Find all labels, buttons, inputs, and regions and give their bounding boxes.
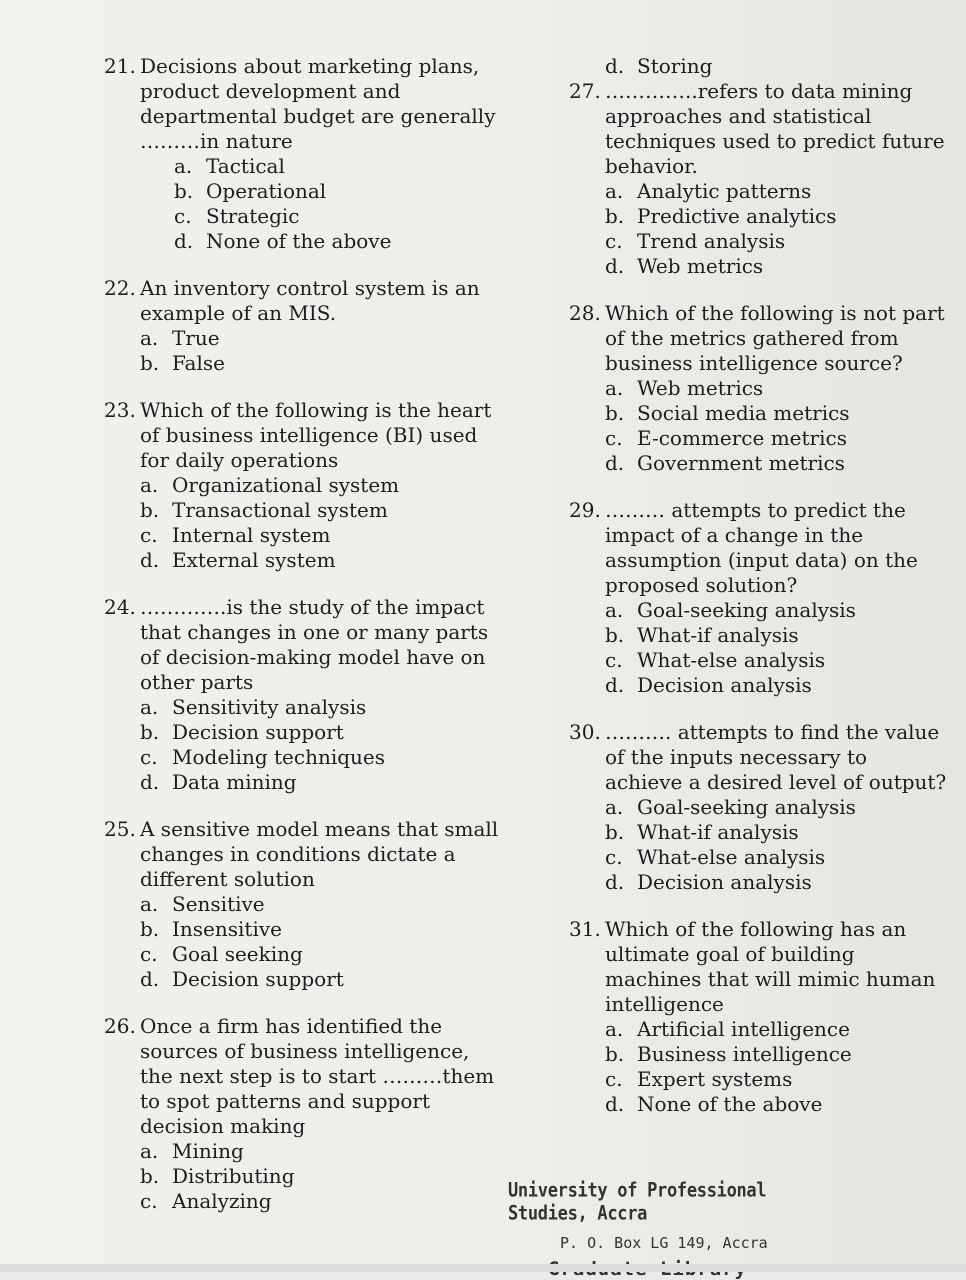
question-30 <box>569 720 949 895</box>
option-text: Web metrics <box>637 254 764 278</box>
option-d <box>569 254 949 279</box>
question-number: 22. <box>104 276 136 300</box>
option-text: Internal system <box>172 523 331 547</box>
option-letter: a. <box>605 1017 624 1041</box>
option-text: Government metrics <box>637 451 845 475</box>
question-text <box>569 720 949 795</box>
options-list <box>104 695 504 795</box>
options-list <box>104 326 504 376</box>
option-b <box>569 401 949 426</box>
option-letter: c. <box>605 845 623 869</box>
option-letter: c. <box>174 204 192 228</box>
option-letter: c. <box>605 229 623 253</box>
option-letter: c. <box>605 1067 623 1091</box>
options-list <box>104 154 504 254</box>
option-text: Goal seeking <box>172 942 303 966</box>
option-c <box>104 745 504 770</box>
question-27 <box>569 79 949 279</box>
question-body: A sensitive model means that small changes in conditions dictate a different solution <box>140 817 499 891</box>
option-text: External system <box>172 548 336 572</box>
option-d <box>104 229 504 254</box>
options-list <box>569 598 949 698</box>
option-text: Social media metrics <box>637 401 850 425</box>
option-a <box>104 326 504 351</box>
option-text: Storing <box>637 54 713 78</box>
question-text <box>104 817 504 892</box>
question-number: 24. <box>104 595 136 619</box>
option-c <box>104 942 504 967</box>
option-c <box>569 426 949 451</box>
options-list <box>104 473 504 573</box>
option-c <box>569 1067 949 1092</box>
question-body: An inventory control system is an example of an MIS. <box>140 276 480 325</box>
option-letter: b. <box>605 1042 625 1066</box>
option-text: Business intelligence <box>637 1042 852 1066</box>
option-letter: a. <box>605 376 624 400</box>
question-number: 26. <box>104 1014 136 1038</box>
option-text: True <box>172 326 220 350</box>
option-text: Modeling techniques <box>172 745 386 769</box>
question-number: 31. <box>569 917 601 941</box>
question-body: …………..refers to data mining approaches and statistical techniques used to predict future behavior. <box>605 79 945 178</box>
option-text: What-if analysis <box>637 820 799 844</box>
option-a <box>104 154 504 179</box>
question-text <box>569 498 949 598</box>
option-text: Goal-seeking analysis <box>637 598 856 622</box>
option-text: Analytic patterns <box>637 179 812 203</box>
options-list <box>569 1017 949 1117</box>
question-number: 29. <box>569 498 601 522</box>
option-text: What-else analysis <box>637 648 826 672</box>
question-number: 28. <box>569 301 601 325</box>
option-d <box>569 451 949 476</box>
question-22 <box>104 276 504 376</box>
option-b <box>104 917 504 942</box>
option-b <box>104 720 504 745</box>
option-letter: d. <box>174 229 194 253</box>
option-d <box>104 770 504 795</box>
question-25 <box>104 817 504 992</box>
options-list <box>104 1139 504 1214</box>
option-letter: d. <box>605 54 625 78</box>
question-body: Which of the following is not part of the metrics gathered from business intelligence source? <box>605 301 945 375</box>
option-letter: b. <box>605 204 625 228</box>
option-text: Decision analysis <box>637 870 812 894</box>
option-text: Expert systems <box>637 1067 793 1091</box>
question-number: 21. <box>104 54 136 78</box>
option-text: What-else analysis <box>637 845 826 869</box>
option-a <box>104 473 504 498</box>
option-letter: c. <box>140 1189 158 1213</box>
option-text: What-if analysis <box>637 623 799 647</box>
right-column <box>569 54 949 1139</box>
question-body: ………. attempts to find the value of the inputs necessary to achieve a desired level of output? <box>605 720 947 794</box>
option-letter: a. <box>140 1139 159 1163</box>
question-body: ……… attempts to predict the impact of a change in the assumption (input data) on the proposed solution? <box>605 498 918 597</box>
option-b <box>569 623 949 648</box>
option-text: Data mining <box>172 770 297 794</box>
option-letter: b. <box>605 623 625 647</box>
option-letter: d. <box>605 673 625 697</box>
question-body: ………….is the study of the impact that changes in one or many parts of decision-making model have on other parts <box>140 595 489 694</box>
left-column <box>104 54 504 1236</box>
option-letter: a. <box>140 892 159 916</box>
question-body: Which of the following is the heart of business intelligence (BI) used for daily operations <box>140 398 492 472</box>
option-b <box>104 179 504 204</box>
option-a <box>104 892 504 917</box>
stamp-address: P. O. Box LG 149, Accra <box>560 1234 768 1252</box>
option-letter: b. <box>140 351 160 375</box>
question-number: 23. <box>104 398 136 422</box>
option-a <box>569 1017 949 1042</box>
options-list <box>569 376 949 476</box>
option-d <box>104 548 504 573</box>
option-text: Analyzing <box>172 1189 272 1213</box>
option-d <box>569 1092 949 1117</box>
question-26 <box>104 1014 504 1214</box>
option-text: Artificial intelligence <box>637 1017 850 1041</box>
question-text <box>104 398 504 473</box>
options-list <box>569 795 949 895</box>
option-d-continued <box>569 54 949 79</box>
option-c <box>569 648 949 673</box>
option-text: False <box>172 351 225 375</box>
option-letter: d. <box>140 967 160 991</box>
option-text: Decision support <box>172 720 344 744</box>
option-text: Operational <box>206 179 327 203</box>
option-text: Strategic <box>206 204 300 228</box>
option-letter: d. <box>605 870 625 894</box>
option-letter: b. <box>605 401 625 425</box>
question-number: 30. <box>569 720 601 744</box>
option-letter: b. <box>140 498 160 522</box>
option-text: None of the above <box>637 1092 823 1116</box>
question-text <box>569 301 949 376</box>
option-text: Sensitivity analysis <box>172 695 367 719</box>
option-letter: c. <box>140 523 158 547</box>
option-text: Decision support <box>172 967 344 991</box>
option-text: Predictive analytics <box>637 204 837 228</box>
question-text <box>104 1014 504 1139</box>
option-letter: c. <box>605 648 623 672</box>
option-text: Goal-seeking analysis <box>637 795 856 819</box>
option-text: Trend analysis <box>637 229 786 253</box>
option-d <box>569 673 949 698</box>
question-text <box>104 276 504 326</box>
option-text: Distributing <box>172 1164 295 1188</box>
option-a <box>569 376 949 401</box>
option-text: Decision analysis <box>637 673 812 697</box>
options-list <box>104 892 504 992</box>
option-a <box>569 598 949 623</box>
option-c <box>569 845 949 870</box>
option-b <box>104 1164 504 1189</box>
question-23 <box>104 398 504 573</box>
question-number: 27. <box>569 79 601 103</box>
option-d <box>104 967 504 992</box>
option-a <box>104 695 504 720</box>
option-text: Insensitive <box>172 917 282 941</box>
option-text: Sensitive <box>172 892 265 916</box>
option-letter: a. <box>140 326 159 350</box>
option-c <box>569 229 949 254</box>
option-letter: c. <box>605 426 623 450</box>
question-text <box>569 917 949 1017</box>
option-letter: a. <box>605 598 624 622</box>
option-text: Transactional system <box>172 498 388 522</box>
option-letter: d. <box>140 548 160 572</box>
bottom-edge <box>0 1264 966 1272</box>
option-letter: a. <box>140 695 159 719</box>
question-text <box>104 54 504 154</box>
options-list <box>569 179 949 279</box>
question-body: Decisions about marketing plans, product development and departmental budget are generally ………in nature <box>140 54 496 153</box>
option-letter: a. <box>174 154 193 178</box>
option-b <box>104 498 504 523</box>
question-24 <box>104 595 504 795</box>
option-letter: a. <box>140 473 159 497</box>
option-text: None of the above <box>206 229 392 253</box>
option-a <box>569 795 949 820</box>
option-text: Mining <box>172 1139 244 1163</box>
continued-options <box>569 54 949 79</box>
option-letter: d. <box>605 254 625 278</box>
option-letter: c. <box>140 745 158 769</box>
option-letter: a. <box>605 179 624 203</box>
question-28 <box>569 301 949 476</box>
option-text: Tactical <box>206 154 285 178</box>
question-text <box>104 595 504 695</box>
question-29 <box>569 498 949 698</box>
option-letter: a. <box>605 795 624 819</box>
option-b <box>569 1042 949 1067</box>
option-c <box>104 1189 504 1214</box>
option-c <box>104 523 504 548</box>
option-letter: d. <box>605 1092 625 1116</box>
question-31 <box>569 917 949 1117</box>
question-body: Which of the following has an ultimate goal of building machines that will mimic human intelligence <box>605 917 936 1016</box>
question-body: Once a firm has identified the sources of business intelligence, the next step is to start ………them to spot patterns and support decision making <box>140 1014 495 1138</box>
question-21 <box>104 54 504 254</box>
option-letter: b. <box>140 1164 160 1188</box>
option-letter: b. <box>140 917 160 941</box>
question-text <box>569 79 949 179</box>
option-letter: d. <box>605 451 625 475</box>
option-text: Organizational system <box>172 473 400 497</box>
option-a <box>569 179 949 204</box>
option-b <box>104 351 504 376</box>
option-letter: b. <box>605 820 625 844</box>
option-d <box>569 870 949 895</box>
option-c <box>104 204 504 229</box>
option-b <box>569 820 949 845</box>
option-letter: b. <box>140 720 160 744</box>
option-a <box>104 1139 504 1164</box>
option-b <box>569 204 949 229</box>
option-letter: b. <box>174 179 194 203</box>
question-number: 25. <box>104 817 136 841</box>
option-text: E-commerce metrics <box>637 426 847 450</box>
option-text: Web metrics <box>637 376 764 400</box>
option-letter: c. <box>140 942 158 966</box>
option-letter: d. <box>140 770 160 794</box>
stamp-university: University of Professional Studies, Accra <box>508 1179 767 1225</box>
